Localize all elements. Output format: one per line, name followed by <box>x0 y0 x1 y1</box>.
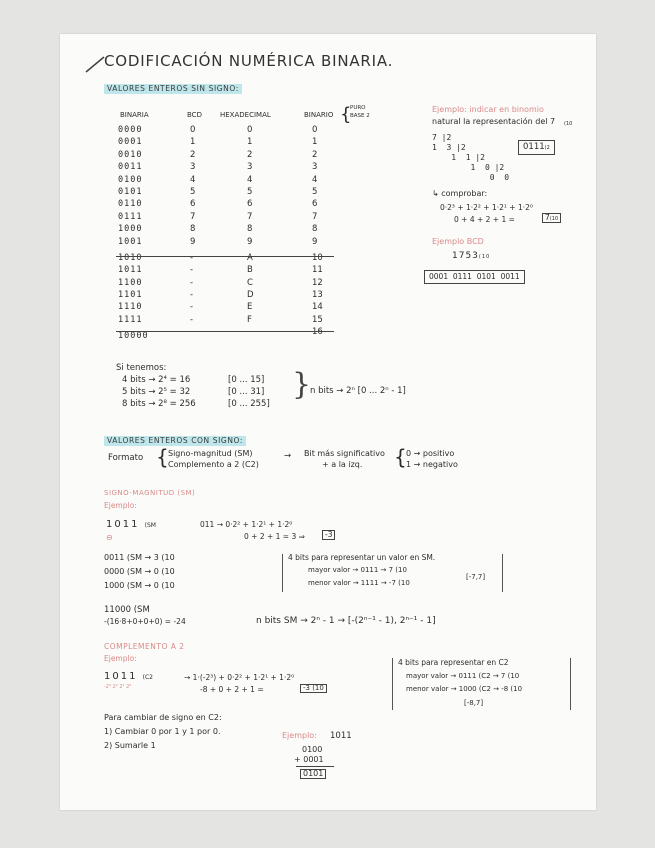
msb-line-2: + a la izq. <box>322 460 363 469</box>
c2-step-2: 2) Sumarle 1 <box>104 741 156 750</box>
division-line-3: 1 1 |2 <box>432 153 485 162</box>
decimal-cell: 5 <box>312 186 318 197</box>
decimal-cell: 16 <box>312 327 323 338</box>
decimal-cell: 11 <box>312 265 323 276</box>
header-hex: HEXADECIMAL <box>220 111 271 119</box>
sign-brace: { <box>394 445 407 469</box>
sm-box-min: menor valor → 1111 → -7 (10 <box>308 579 410 587</box>
column-decimal <box>312 124 323 339</box>
bcd-cell: 9 <box>190 236 196 247</box>
bcd-cell: - <box>190 277 194 288</box>
example-right-line2: natural la representación del 7 <box>432 117 556 126</box>
binaria-cell: 1111 <box>118 314 143 325</box>
decimal-cell: 0 <box>312 125 318 135</box>
decimal-cell: 6 <box>312 199 318 210</box>
sm-box-max: mayor valor → 0111 → 7 (10 <box>308 566 407 574</box>
bcd-cell: 6 <box>190 199 196 210</box>
hex-cell: A <box>247 252 253 263</box>
decimal-cell: 4 <box>312 174 318 185</box>
column-bcd <box>190 124 195 326</box>
msb-line-1: Bit más significativo <box>304 449 385 458</box>
c2-ex-label: Ejemplo: <box>282 731 317 740</box>
sm-box-bracket-right <box>502 554 503 592</box>
hex-cell: C <box>247 277 253 288</box>
format-sm: Signo-magnitud (SM) <box>168 449 253 458</box>
decimal-cell: 12 <box>312 277 323 288</box>
division-line-1: 7 |2 <box>432 133 452 142</box>
sm-zero-row-2: 0000 (SM → 0 (10 <box>104 567 175 576</box>
binary-result-box <box>518 140 555 155</box>
hex-cell: 7 <box>247 211 253 222</box>
section-heading-unsigned: VALORES ENTEROS SIN SIGNO: <box>104 84 242 94</box>
c2-box-max: mayor valor → 0111 (C2 → 7 (10 <box>406 672 520 680</box>
bcd-number: 1753(10 <box>452 251 491 261</box>
c2-step-1: 1) Cambiar 0 por 1 y 1 por 0. <box>104 727 221 736</box>
decimal-cell: 2 <box>312 149 318 160</box>
sm-calc-2: 0 + 2 + 1 = 3 ⇒ <box>244 532 305 541</box>
bcd-cell: - <box>190 290 194 301</box>
page-title: CODIFICACIÓN NUMÉRICA BINARIA. <box>104 52 394 70</box>
example-right-sub: (10 <box>564 121 573 127</box>
comprobar-line-1: 0·2³ + 1·2² + 1·2¹ + 1·2⁰ <box>440 203 533 212</box>
bits-row-8: 8 bits → 2⁸ = 256 <box>122 399 196 409</box>
sign-positive: 0 → positivo <box>406 449 455 458</box>
hex-cell: 1 <box>247 137 253 148</box>
hex-cell: 8 <box>247 224 253 235</box>
c2-box-bracket-right <box>570 658 571 710</box>
sm-zero-row-3: 1000 (SM → 0 (10 <box>104 581 175 590</box>
sm-heading: SIGNO-MAGNITUD (SM) <box>104 489 196 497</box>
header-binario: BINARIO <box>304 111 334 119</box>
c2-box-range: [-8,7] <box>464 699 484 707</box>
formato-label: Formato <box>108 453 144 463</box>
bcd-cell: 5 <box>190 186 196 197</box>
decimal-cell: 9 <box>312 236 318 247</box>
sm-box-title: 4 bits para representar un valor en SM. <box>288 553 436 562</box>
decimal-cell: 13 <box>312 290 323 301</box>
comprobar-line-2: 0 + 4 + 2 + 1 = <box>454 215 515 224</box>
binaria-cell: 1010 <box>118 252 143 263</box>
formato-brace: { <box>156 445 169 469</box>
binaria-cell: 0001 <box>118 137 143 148</box>
binaria-cell: 0101 <box>118 186 143 197</box>
sm-example-2-number: 11000 (SM <box>104 605 150 615</box>
sm-calc-result: -3 <box>322 530 335 540</box>
range-row-4: [0 ... 15] <box>228 375 265 385</box>
binaria-cell: 1001 <box>118 236 143 247</box>
sign-negative: 1 → negativo <box>406 460 458 469</box>
binaria-cell: 0111 <box>118 211 143 222</box>
decimal-cell: 3 <box>312 162 318 173</box>
decimal-cell: 8 <box>312 224 318 235</box>
bits-row-4: 4 bits → 2⁴ = 16 <box>122 375 191 385</box>
decimal-cell: 10 <box>312 252 323 263</box>
hex-cell: 2 <box>247 149 253 160</box>
hex-cell: E <box>247 302 253 313</box>
c2-ejemplo: Ejemplo: <box>104 654 137 663</box>
header-bcd: BCD <box>187 111 202 119</box>
binaria-cell: 0110 <box>118 199 143 210</box>
bcd-cell: 1 <box>190 137 196 148</box>
table-bottom-line <box>116 331 334 332</box>
c2-box-title: 4 bits para representar en C2 <box>398 658 509 667</box>
bcd-cell: - <box>190 265 194 276</box>
header-puro: PURO <box>350 105 366 111</box>
hex-cell: 9 <box>247 236 253 247</box>
format-c2: Complemento a 2 (C2) <box>168 460 259 469</box>
sm-box-range: [-7,7] <box>466 573 486 581</box>
bcd-cell: - <box>190 302 194 313</box>
si-tenemos-label: Si tenemos: <box>116 363 167 373</box>
bcd-cell: - <box>190 314 194 325</box>
division-line-5: 0 0 <box>432 173 510 182</box>
sm-n-bits-formula: n bits SM → 2ⁿ - 1 → [-(2ⁿ⁻¹ - 1), 2ⁿ⁻¹ - 1] <box>256 616 436 626</box>
sm-calc-1: 011 → 0·2² + 1·2¹ + 1·2⁰ <box>200 520 293 529</box>
header-base2: BASE 2 <box>350 113 370 119</box>
column-hex <box>247 124 254 326</box>
decimal-cell: 14 <box>312 302 323 313</box>
binaria-cell: 0011 <box>118 162 143 173</box>
comprobar-result-box <box>542 213 561 223</box>
sm-example-number: 1011 (SM <box>106 519 156 530</box>
bits-row-5: 5 bits → 2⁵ = 32 <box>122 387 191 397</box>
division-line-4: 1 0 |2 <box>432 163 505 172</box>
hex-cell: 3 <box>247 162 253 173</box>
sm-example-2-calc: -(16·8+0+0+0) = -24 <box>104 617 186 626</box>
header-brace: { <box>340 104 352 125</box>
bcd-cell: - <box>190 252 194 263</box>
c2-calc-1: → 1·(-2³) + 0·2² + 1·2¹ + 1·2⁰ <box>184 673 295 682</box>
bcd-cell: 4 <box>190 174 196 185</box>
c2-calc-2: -8 + 0 + 2 + 1 = <box>200 685 264 694</box>
hex-cell: D <box>247 290 254 301</box>
section-heading-signed: VALORES ENTEROS CON SIGNO: <box>104 436 246 446</box>
binaria-cell: 1110 <box>118 302 143 313</box>
c2-ex-line-3: 0101 <box>300 769 326 779</box>
hex-cell: 0 <box>247 125 253 135</box>
comprobar-label: ↳ comprobar: <box>432 189 488 198</box>
sm-zero-row-1: 0011 (SM → 3 (10 <box>104 553 175 562</box>
bcd-example-heading: Ejemplo BCD <box>432 237 484 246</box>
c2-heading: COMPLEMENTO A 2 <box>104 642 185 651</box>
format-arrow: → <box>284 451 292 461</box>
example-right-heading: Ejemplo: indicar en binomio <box>432 105 544 114</box>
bcd-code-box: 0001 0111 0101 0011 <box>424 270 525 284</box>
binaria-cell: 0000 <box>118 125 143 135</box>
hex-cell: 5 <box>247 186 253 197</box>
range-row-5: [0 ... 31] <box>228 387 265 397</box>
binaria-cell: 1100 <box>118 277 143 288</box>
binaria-cell: 1000 <box>118 224 143 235</box>
binaria-cell: 0100 <box>118 174 143 185</box>
binary-result-sub: (2 <box>544 145 550 151</box>
binaria-cell: 0010 <box>118 149 143 160</box>
range-row-8: [0 ... 255] <box>228 399 270 409</box>
c2-powers: -2³ 2² 2¹ 2⁰ <box>104 684 132 690</box>
c2-change-title: Para cambiar de signo en C2: <box>104 713 222 722</box>
sm-ejemplo: Ejemplo: <box>104 501 137 510</box>
hex-cell: B <box>247 265 253 276</box>
bcd-cell: 0 <box>190 125 196 135</box>
hex-cell: 6 <box>247 199 253 210</box>
table-divider <box>116 256 334 257</box>
comprobar-result-sub: (10 <box>549 216 559 222</box>
pen-stroke-icon <box>84 54 106 74</box>
bits-brace: } <box>292 367 312 402</box>
decimal-cell: 1 <box>312 137 318 148</box>
binary-result: 0111 <box>523 142 545 152</box>
sm-negative-mark: ⊖ <box>106 533 113 542</box>
binaria-cell: 1011 <box>118 265 143 276</box>
c2-ex-number: 1011 <box>330 731 352 741</box>
header-binaria: BINARIA <box>120 111 149 119</box>
comprobar-result: 7 <box>545 213 550 222</box>
c2-example-number: 1011 (C2 <box>104 671 153 682</box>
bcd-cell: 3 <box>190 162 196 173</box>
column-binaria <box>118 124 149 343</box>
bcd-cell: 7 <box>190 211 196 222</box>
c2-box-min: menor valor → 1000 (C2 → -8 (10 <box>406 685 523 693</box>
c2-ex-sum-line <box>296 766 334 767</box>
binaria-cell: 10000 <box>118 331 149 342</box>
bcd-cell: 2 <box>190 149 196 160</box>
decimal-cell: 15 <box>312 314 323 325</box>
decimal-cell: 7 <box>312 211 318 222</box>
c2-ex-line-1: 0100 <box>302 745 323 754</box>
n-bits-general: n bits → 2ⁿ [0 ... 2ⁿ - 1] <box>310 386 406 396</box>
division-line-2: 1 3 |2 <box>432 143 466 152</box>
bcd-cell: 8 <box>190 224 196 235</box>
c2-ex-line-2: + 0001 <box>294 755 324 764</box>
notes-sheet <box>60 34 596 810</box>
c2-calc-result: -3 (10 <box>300 684 327 693</box>
binaria-cell: 1101 <box>118 290 143 301</box>
hex-cell: F <box>247 314 252 325</box>
hex-cell: 4 <box>247 174 253 185</box>
